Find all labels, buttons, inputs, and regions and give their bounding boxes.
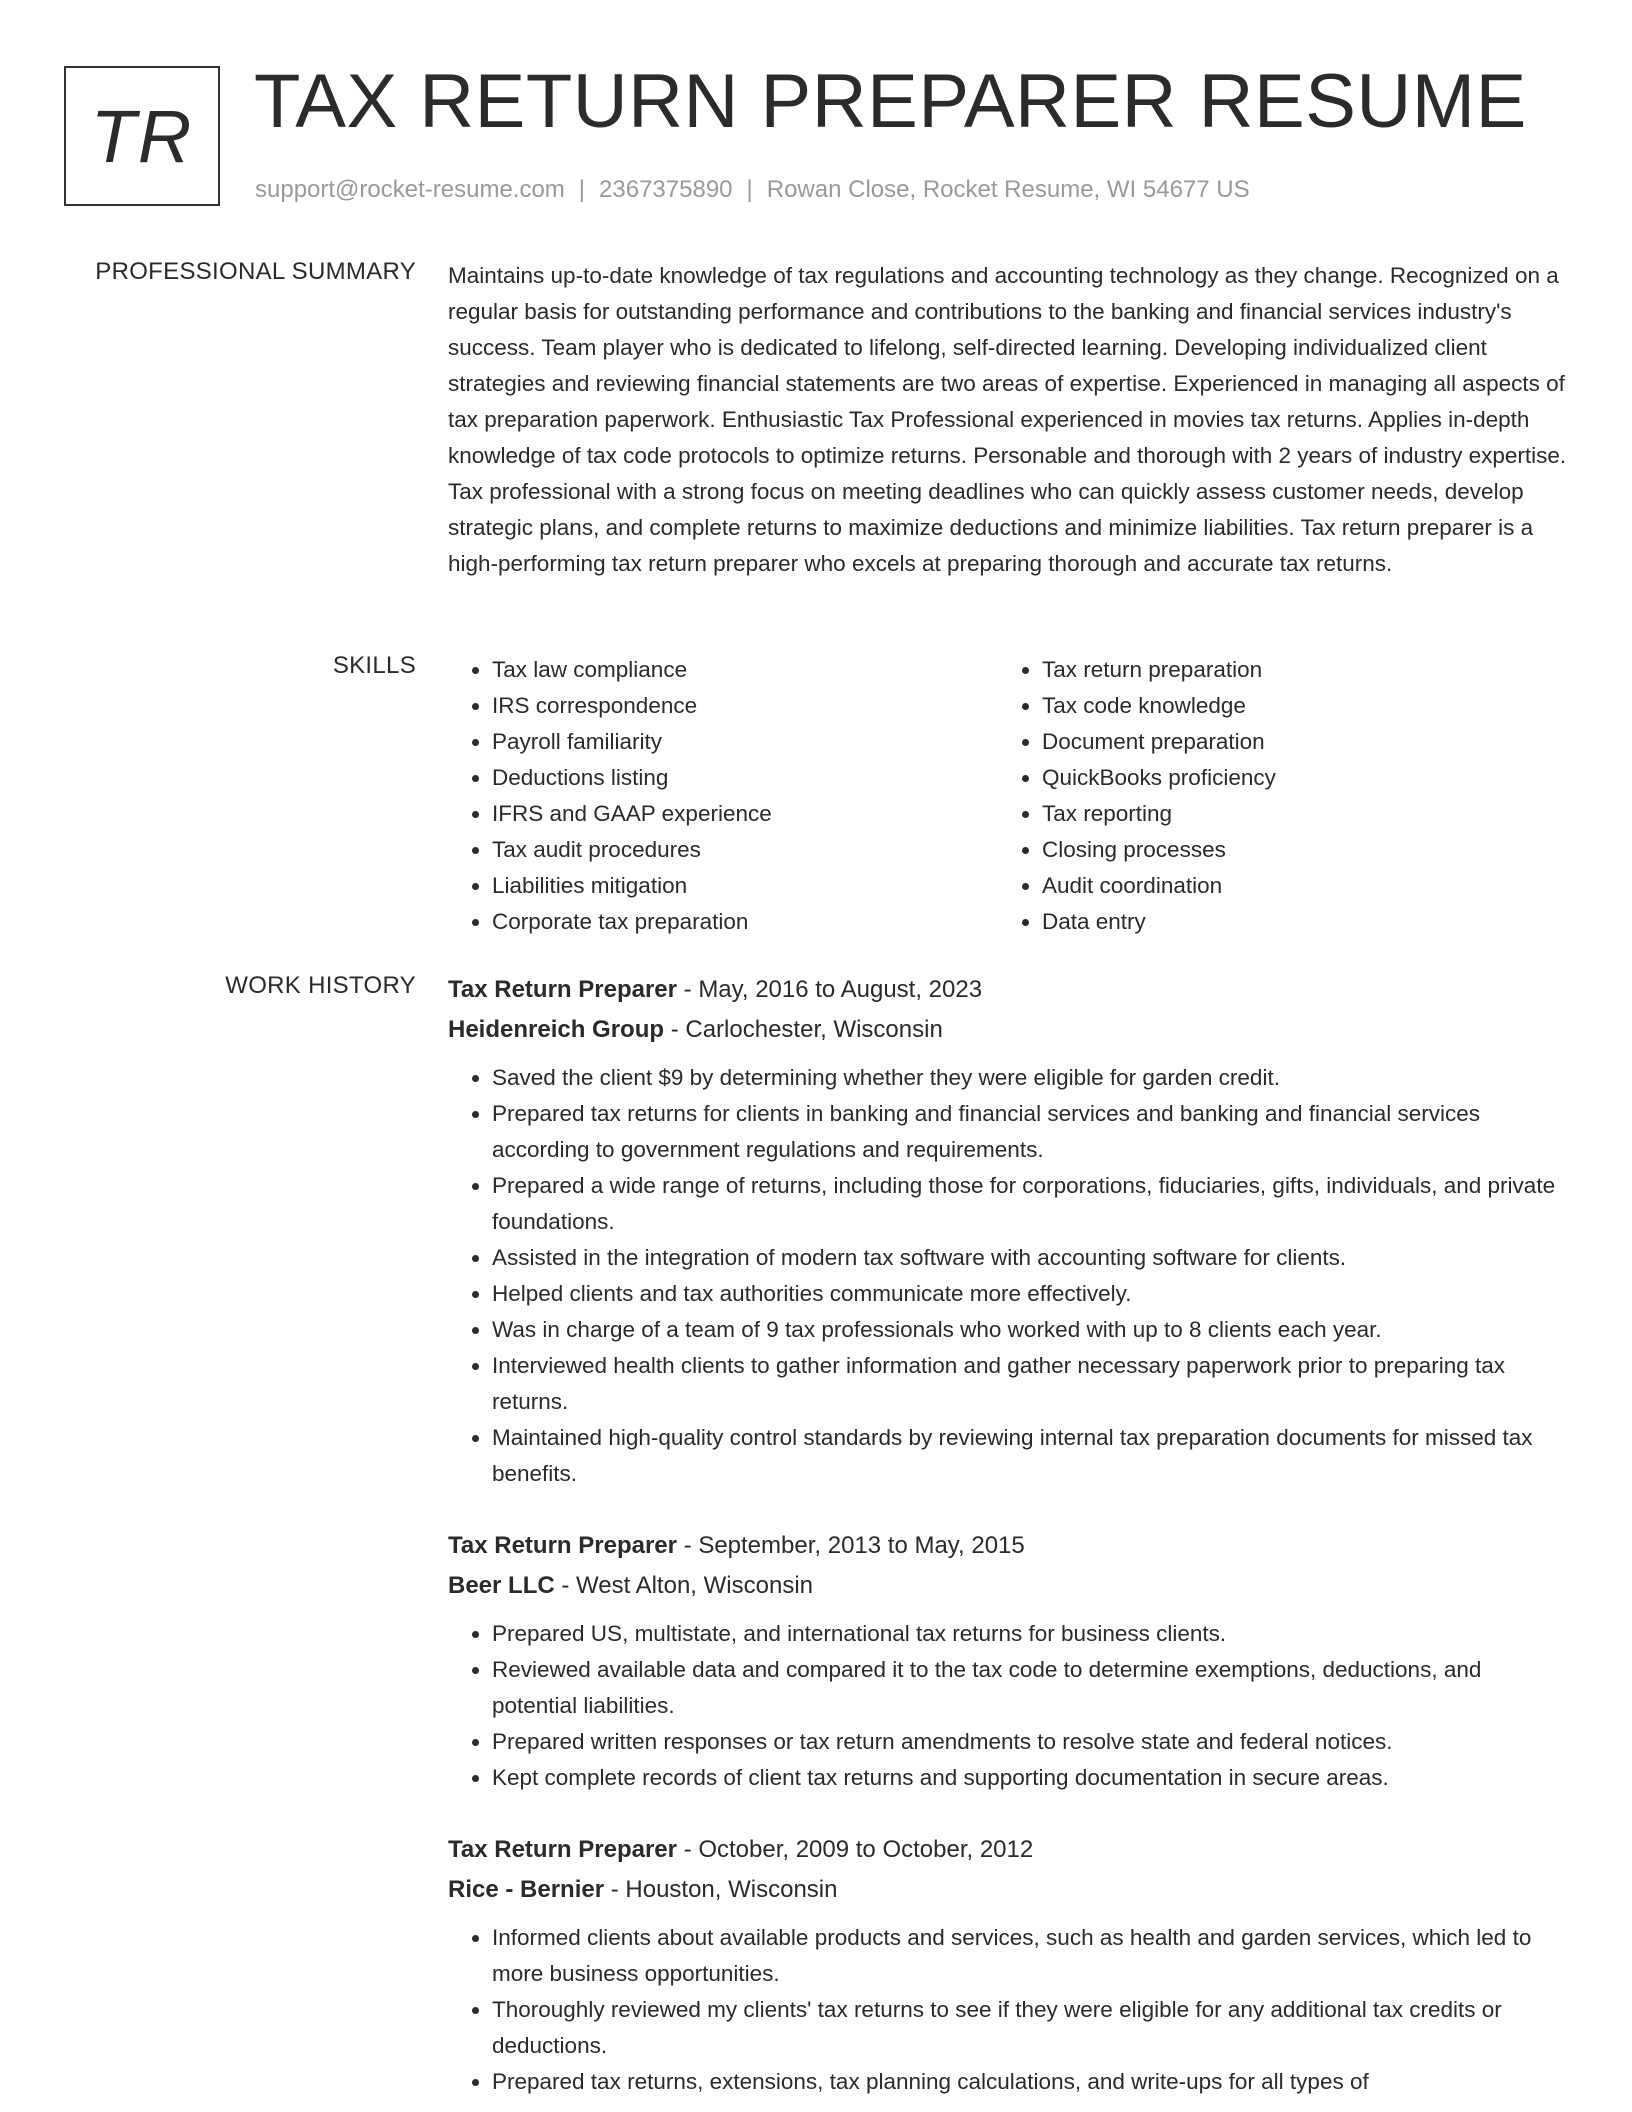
skill-item: • QuickBooks proficiency [1042, 760, 1504, 796]
job-title-line [448, 1526, 1570, 1566]
job-bullet: • Prepared written responses or tax return amendments to resolve state and federal notices. [492, 1724, 1570, 1760]
job-bullet: • Informed clients about available products and services, such as health and garden services, which led to more business opportunities. [492, 1920, 1570, 1992]
job-entry [448, 1830, 1570, 2100]
job-company: Rice - Bernier [448, 1876, 605, 1903]
resume-title: TAX RETURN PREPARER RESUME [254, 59, 1527, 144]
job-location: - Carlochester, Wisconsin [664, 1016, 943, 1043]
job-bullet: • Kept complete records of client tax returns and supporting documentation in secure areas. [492, 1760, 1570, 1796]
job-entry [448, 970, 1570, 1492]
skill-item: • Closing processes [1042, 832, 1504, 868]
skill-item: • Tax law compliance [492, 652, 954, 688]
job-bullet: • Maintained high-quality control standards by reviewing internal tax preparation documents for missed tax benefits. [492, 1420, 1570, 1492]
skill-item: • Liabilities mitigation [492, 868, 954, 904]
job-bullet: • Reviewed available data and compared it to the tax code to determine exemptions, deductions, and potential liabilities. [492, 1652, 1570, 1724]
contact-email[interactable]: support@rocket-resume.com [255, 176, 565, 203]
job-bullets [448, 1060, 1570, 1492]
job-bullet: • Prepared US, multistate, and international tax returns for business clients. [492, 1616, 1570, 1652]
contact-separator: | [746, 176, 753, 203]
contact-address: Rowan Close, Rocket Resume, WI 54677 US [766, 176, 1250, 203]
monogram-initials: TR [90, 94, 194, 178]
skill-item: • Tax return preparation [1042, 652, 1504, 688]
job-location: - West Alton, Wisconsin [554, 1572, 813, 1599]
job-bullet: • Prepared tax returns for clients in banking and financial services and banking and financial services according to government regulations and requirements. [492, 1096, 1570, 1168]
skill-item: • Deductions listing [492, 760, 954, 796]
job-location: - Houston, Wisconsin [604, 1876, 838, 1903]
job-entry [448, 1526, 1570, 1796]
job-dates: - September, 2013 to May, 2015 [676, 1532, 1025, 1559]
skill-item: • Tax audit procedures [492, 832, 954, 868]
skill-item: • Tax code knowledge [1042, 688, 1504, 724]
skill-item: • Audit coordination [1042, 868, 1504, 904]
skill-item: • Corporate tax preparation [492, 904, 954, 940]
job-title-line [448, 1830, 1570, 1870]
job-bullet: • Interviewed health clients to gather information and gather necessary paperwork prior to preparing tax returns. [492, 1348, 1570, 1420]
job-title-line [448, 970, 1570, 1010]
job-bullet: • Helped clients and tax authorities communicate more effectively. [492, 1276, 1570, 1312]
summary-heading: PROFESSIONAL SUMMARY [95, 258, 416, 285]
summary-text: Maintains up-to-date knowledge of tax regulations and accounting technology as they change. Recognized on a regular basis for outstanding performance and contributions to the banking and financial services industry's success. Team player who is dedicated to lifelong, self-directed learning. Developing individualized client strategies and reviewing financial statements are two areas of expertise. Experienced in managing all aspects of tax preparation paperwork. Enthusiastic Tax Professional experienced in movies tax returns. Applies in-depth knowledge of tax code protocols to optimize returns. Personable and thorough with 2 years of industry expertise. Tax professional with a strong focus on meeting deadlines who can quickly assess customer needs, develop strategic plans, and complete returns to maximize deductions and minimize liabilities. Tax return preparer is a high-performing tax return preparer who excels at preparing thorough and accurate tax returns. [448, 263, 1567, 576]
job-title: Tax Return Preparer [448, 1532, 677, 1559]
contact-line [255, 176, 1250, 204]
work-history-body [448, 970, 1570, 2112]
job-bullet: • Prepared tax returns, extensions, tax planning calculations, and write-ups for all types of [492, 2064, 1570, 2100]
skills-heading: SKILLS [332, 652, 416, 679]
job-bullet: • Prepared a wide range of returns, including those for corporations, fiduciaries, gifts, individuals, and private foundations. [492, 1168, 1570, 1240]
skill-item: • Data entry [1042, 904, 1504, 940]
contact-phone[interactable]: 2367375890 [599, 176, 733, 203]
job-title: Tax Return Preparer [448, 1836, 677, 1863]
job-bullets [448, 1616, 1570, 1796]
skill-item: • IFRS and GAAP experience [492, 796, 954, 832]
work-history-heading: WORK HISTORY [225, 972, 416, 999]
job-dates: - May, 2016 to August, 2023 [676, 976, 983, 1003]
summary-body [448, 258, 1570, 582]
skills-column-left [448, 652, 954, 940]
skills-body [448, 652, 1570, 940]
job-company: Heidenreich Group [448, 1016, 665, 1043]
monogram-box [64, 66, 220, 206]
skill-item: • IRS correspondence [492, 688, 954, 724]
job-bullet: • Saved the client $9 by determining whether they were eligible for garden credit. [492, 1060, 1570, 1096]
contact-separator: | [578, 176, 586, 203]
skills-column-right [998, 652, 1504, 940]
job-bullet: • Assisted in the integration of modern tax software with accounting software for clients. [492, 1240, 1570, 1276]
job-company: Beer LLC [448, 1572, 555, 1599]
job-company-line [448, 1566, 1570, 1606]
skill-item: • Payroll familiarity [492, 724, 954, 760]
job-company-line [448, 1870, 1570, 1910]
job-bullet: • Thoroughly reviewed my clients' tax returns to see if they were eligible for any additional tax credits or deductions. [492, 1992, 1570, 2064]
skill-item: • Document preparation [1042, 724, 1504, 760]
job-bullets [448, 1920, 1570, 2100]
job-company-line [448, 1010, 1570, 1050]
skill-item: • Tax reporting [1042, 796, 1504, 832]
job-dates: - October, 2009 to October, 2012 [676, 1836, 1034, 1863]
job-bullet: • Was in charge of a team of 9 tax professionals who worked with up to 8 clients each year. [492, 1312, 1570, 1348]
job-title: Tax Return Preparer [448, 976, 677, 1003]
